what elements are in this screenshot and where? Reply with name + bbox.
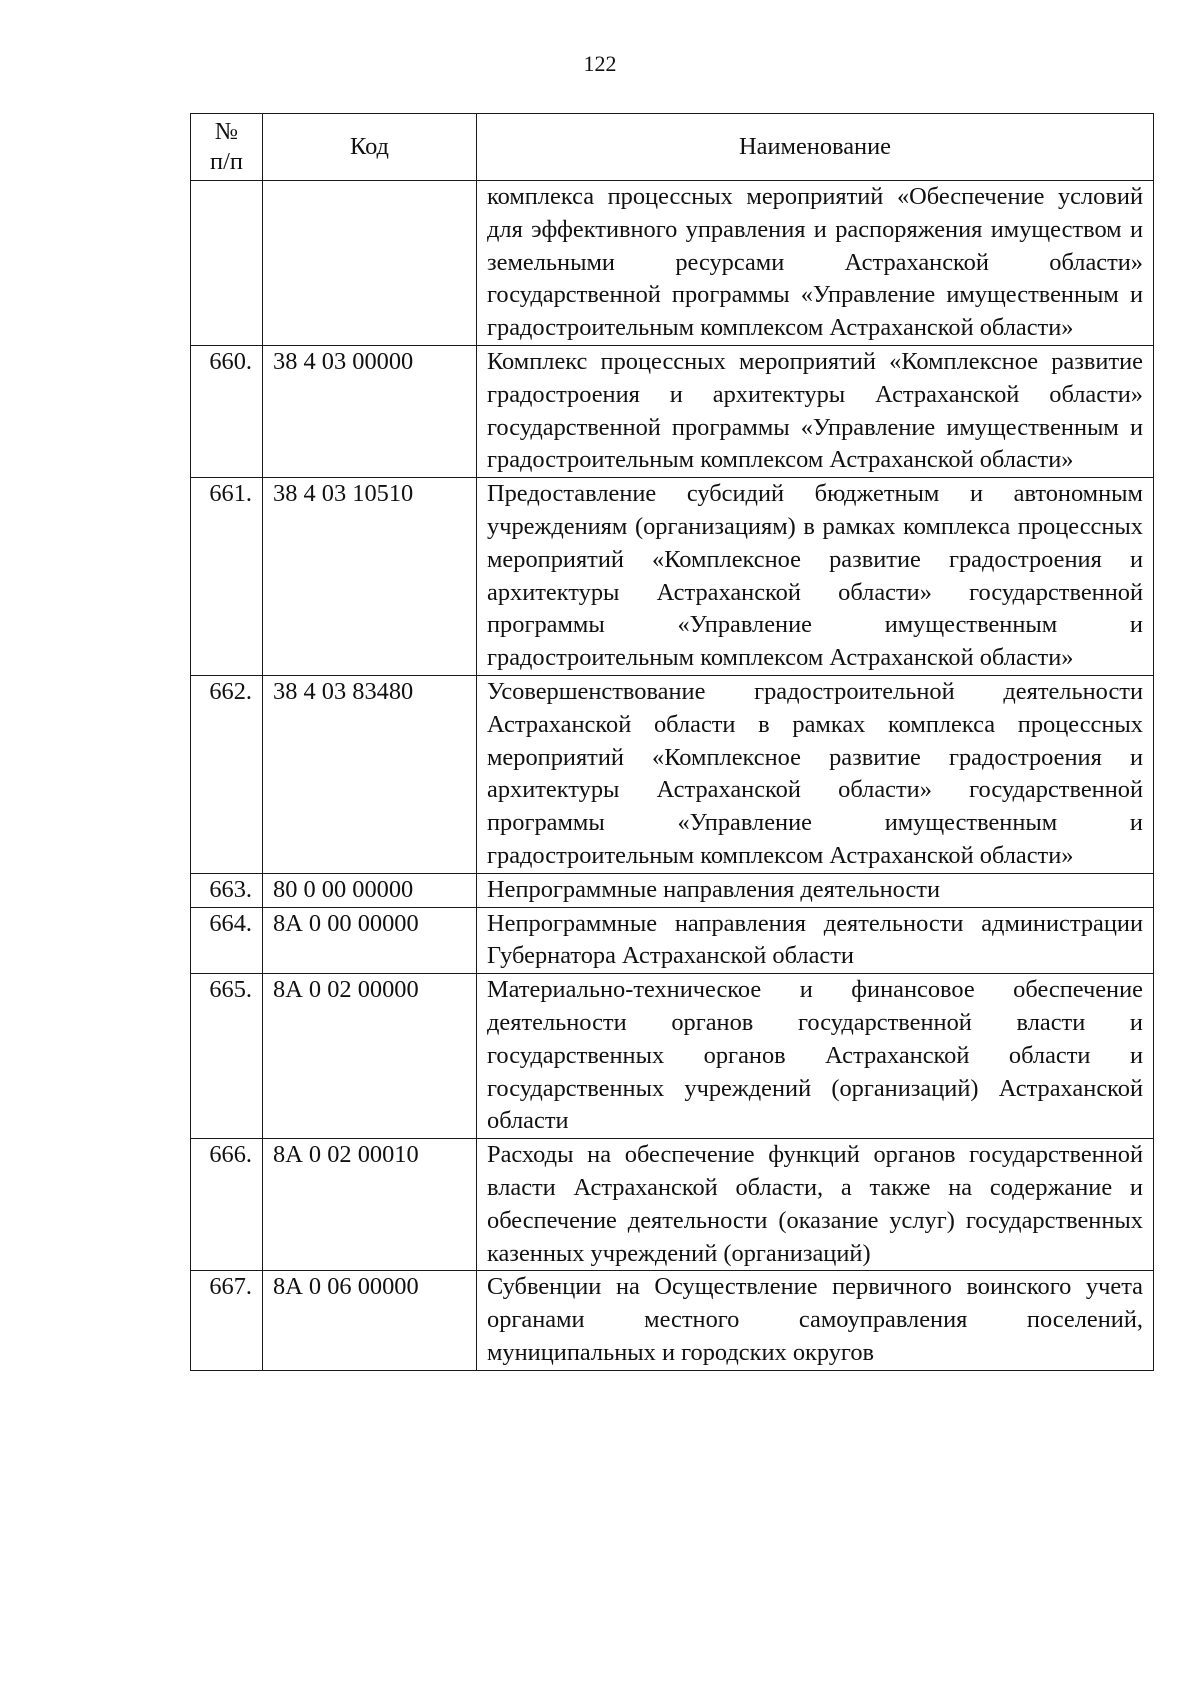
row-name: Расходы на обеспечение функций органов государственной власти Астраханской области, а также на содержание и обеспечение деятельности (оказание услуг) государственных казенных учреждений (организаций)	[477, 1139, 1154, 1271]
row-number	[191, 181, 263, 346]
row-code	[263, 181, 477, 346]
row-name: Непрограммные направления деятельности	[477, 873, 1154, 907]
table-row	[191, 1271, 1154, 1370]
table-row	[191, 974, 1154, 1139]
header-number-abbr: п/п	[210, 148, 243, 175]
header-number-sign: №	[214, 118, 239, 145]
budget-code-table	[190, 113, 1154, 1371]
row-name: комплекса процессных мероприятий «Обеспечение условий для эффективного управления и распоряжения имуществом и земельными ресурсами Астраханской области» государственной программы «Управление имущественным и градостроительным комплексом Астраханской области»	[477, 181, 1154, 346]
table-row	[191, 181, 1154, 346]
header-number	[191, 114, 263, 181]
row-number: 667.	[191, 1271, 263, 1370]
row-code: 8А 0 02 00000	[263, 974, 477, 1139]
table-row	[191, 675, 1154, 873]
row-code: 80 0 00 00000	[263, 873, 477, 907]
table-header-row	[191, 114, 1154, 181]
row-number: 663.	[191, 873, 263, 907]
row-name: Непрограммные направления деятельности администрации Губернатора Астраханской области	[477, 907, 1154, 974]
row-name: Комплекс процессных мероприятий «Комплексное развитие градостроения и архитектуры Астраханской области» государственной программы «Управление имущественным и градостроительным комплексом Астраханской области»	[477, 345, 1154, 477]
row-name: Усовершенствование градостроительной деятельности Астраханской области в рамках комплекса процессных мероприятий «Комплексное развитие градостроения и архитектуры Астраханской области» государственной программы «Управление имущественным и градостроительным комплексом Астраханской области»	[477, 675, 1154, 873]
table-body	[191, 181, 1154, 1371]
row-number: 661.	[191, 478, 263, 676]
table-row	[191, 907, 1154, 974]
table-row	[191, 478, 1154, 676]
row-code: 38 4 03 00000	[263, 345, 477, 477]
table-row	[191, 873, 1154, 907]
page-number: 122	[583, 51, 617, 76]
row-name: Предоставление субсидий бюджетным и автономным учреждениям (организациям) в рамках комплекса процессных мероприятий «Комплексное развитие градостроения и архитектуры Астраханской области» государственной программы «Управление имущественным и градостроительным комплексом Астраханской области»	[477, 478, 1154, 676]
row-name: Материально-техническое и финансовое обеспечение деятельности органов государственной власти и государственных органов Астраханской области и государственных учреждений (организаций) Астраханской области	[477, 974, 1154, 1139]
row-name: Субвенции на Осуществление первичного воинского учета органами местного самоуправления поселений, муниципальных и городских округов	[477, 1271, 1154, 1370]
row-number: 660.	[191, 345, 263, 477]
row-code: 8А 0 00 00000	[263, 907, 477, 974]
row-code: 38 4 03 83480	[263, 675, 477, 873]
row-code: 38 4 03 10510	[263, 478, 477, 676]
table-row	[191, 1139, 1154, 1271]
row-number: 664.	[191, 907, 263, 974]
header-name: Наименование	[477, 114, 1154, 181]
row-code: 8А 0 02 00010	[263, 1139, 477, 1271]
header-code: Код	[263, 114, 477, 181]
row-code: 8А 0 06 00000	[263, 1271, 477, 1370]
row-number: 665.	[191, 974, 263, 1139]
row-number: 662.	[191, 675, 263, 873]
row-number: 666.	[191, 1139, 263, 1271]
table-row	[191, 345, 1154, 477]
